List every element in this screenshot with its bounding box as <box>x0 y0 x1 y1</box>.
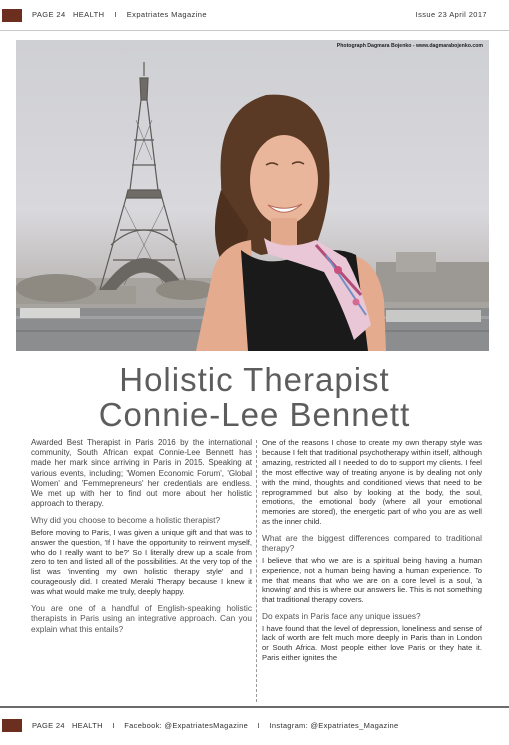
article-column-left <box>31 438 252 636</box>
article-title-line1: Holistic Therapist <box>119 361 390 398</box>
answer-1: Before moving to Paris, I was given a unique gift and that was to answer the question, 'If I have the opportunity to reinvent myself, who do I really want to be?' So I literally drew up a scale from zero to ten and listed all of the possibilities. At the very top of the list was 'inventing my own holistic therapy style' and I courageously did. I created Meraki Therapy because I knew it was what would make me truly, deeply happy. <box>31 527 252 597</box>
answer-2: One of the reasons I chose to create my own therapy style was because I felt that traditional psychotherapy within itself, although amazing, restricted all I needed to do to support my clients. I feel the most effective way of treating anyone is by dealing not only with the mind, thoughts and conditioned views that need to be reprogrammed but also by looking at the body, the soul, emotions, the emotional body (where all your emotional memories are stored), the energetic part of who you are as well as the inner child. <box>262 438 482 527</box>
article-intro: Awarded Best Therapist in Paris 2016 by the international community, South African expat Connie-Lee Bennett has made her mark since arriving in Paris in 2015. Speaking at various events, including; 'Women Economic Forum', 'Global Women' and 'Femmepreneurs' her credentials are endless. We met up with her to find out more about her holistic approach to therapy. <box>31 438 252 509</box>
question-4: Do expats in Paris face any unique issues? <box>262 611 421 622</box>
footer-facebook: Facebook: @ExpatriatesMagazine <box>124 721 249 730</box>
header-magazine: Expatriates Magazine <box>126 10 207 19</box>
header-accent-square <box>2 9 22 22</box>
page-header <box>0 0 509 30</box>
header-issue: Issue 23 April 2017 <box>415 10 487 19</box>
header-separator: I <box>114 10 117 19</box>
answer-4: I have found that the level of depression, loneliness and sense of lack of worth are felt much more deeply in Paris than in London or South Africa. Most people either love Paris or they hate it. Paris either ignites the <box>262 623 482 663</box>
footer-text <box>32 721 398 730</box>
footer-instagram: Instagram: @Expatriates_Magazine <box>269 721 399 730</box>
page-footer <box>0 712 509 745</box>
column-divider <box>256 440 257 702</box>
footer-separator-2: I <box>257 721 260 730</box>
article-column-right <box>262 438 482 669</box>
header-page-number: PAGE 24 <box>32 10 66 19</box>
header-section: HEALTH <box>72 10 105 19</box>
photo-credit: Photograph Dagmara Bojenko - www.dagmarabojenko.com <box>336 43 483 49</box>
portrait-photo <box>16 40 489 351</box>
header-left <box>32 10 207 19</box>
footer-section: HEALTH <box>71 721 103 730</box>
footer-separator-1: I <box>112 721 115 730</box>
answer-3: I believe that who we are is a spiritual being having a human experience, not a human being having a human experience. To me that means that who we are on a core level is a soul, 'a knowing' and this is where our answers lie. This is not something that traditional therapy covers. <box>262 555 482 605</box>
photo-illustration <box>16 40 489 351</box>
article-title-line2: Connie-Lee Bennett <box>98 396 411 433</box>
header-rule <box>0 30 509 31</box>
footer-rule <box>0 706 509 708</box>
footer-page-number: PAGE 24 <box>32 721 65 730</box>
question-2: You are one of a handful of English-speaking holistic therapists in Paris using an integrative approach. Can you explain what this entails? <box>31 603 252 634</box>
question-3: What are the biggest differences compared to traditional therapy? <box>262 533 482 554</box>
footer-accent-square <box>2 719 22 732</box>
question-1: Why did you choose to become a holistic therapist? <box>31 515 221 526</box>
